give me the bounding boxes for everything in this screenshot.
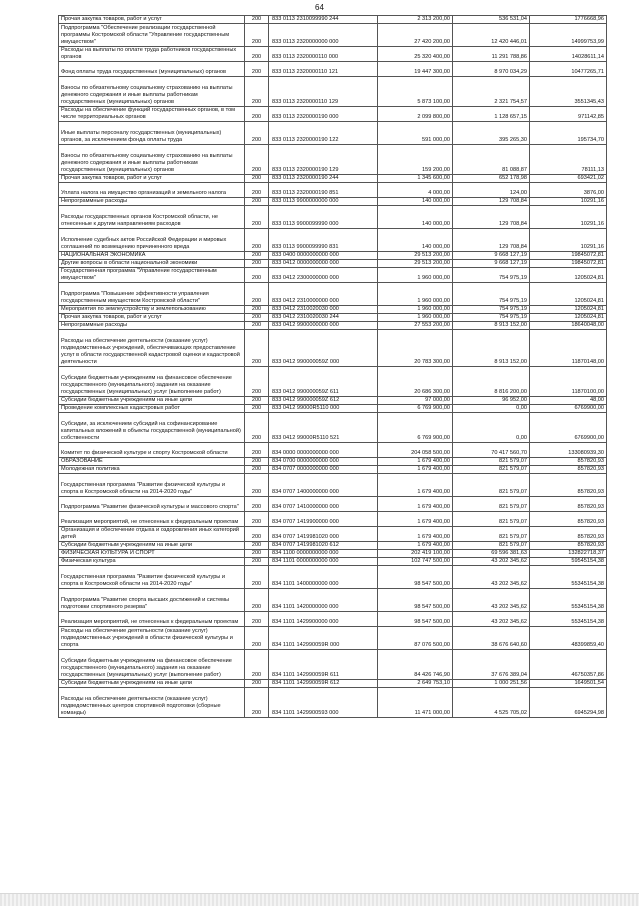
budget-classification-code-cell: 833 0113 9900099990 000 — [269, 206, 378, 229]
approved-amount-cell: 1 679 400,00 — [378, 466, 453, 474]
executed-amount-cell: 2 321 754,57 — [453, 77, 530, 107]
approved-amount-cell: 97 000,00 — [378, 397, 453, 405]
table-row — [59, 589, 607, 612]
line-code-cell: 200 — [245, 268, 269, 283]
unexecuted-amount-cell: 133080939,30 — [530, 443, 607, 458]
unexecuted-amount-cell: 1205024,81 — [530, 268, 607, 283]
approved-amount-cell: 6 769 900,00 — [378, 405, 453, 413]
table-row — [59, 252, 607, 260]
executed-amount-cell: 821 579,07 — [453, 458, 530, 466]
budget-classification-code-cell: 833 0412 990000059Z 000 — [269, 330, 378, 367]
line-code-cell: 200 — [245, 314, 269, 322]
table-row — [59, 322, 607, 330]
expense-name-cell: Субсидии бюджетным учреждениям на иные цели — [59, 680, 245, 688]
executed-amount-cell: 12 420 446,01 — [453, 24, 530, 47]
table-row — [59, 512, 607, 527]
unexecuted-amount-cell: 857820,93 — [530, 512, 607, 527]
line-code-cell: 200 — [245, 443, 269, 458]
table-row — [59, 206, 607, 229]
table-row — [59, 612, 607, 627]
expense-name-cell: Расходы на выплаты по оплате труда работников государственных органов — [59, 47, 245, 62]
budget-classification-code-cell: 833 0412 2310020030 000 — [269, 306, 378, 314]
executed-amount-cell: 81 088,87 — [453, 145, 530, 175]
budget-report-sheet — [58, 15, 606, 718]
expense-name-cell: Уплата налога на имущество организаций и земельного налога — [59, 183, 245, 198]
executed-amount-cell: 1 128 657,15 — [453, 107, 530, 122]
unexecuted-amount-cell: 3551345,43 — [530, 77, 607, 107]
table-row — [59, 62, 607, 77]
budget-classification-code-cell: 834 0000 0000000000 000 — [269, 443, 378, 458]
approved-amount-cell: 5 873 100,00 — [378, 77, 453, 107]
line-code-cell: 200 — [245, 206, 269, 229]
executed-amount-cell: 754 975,19 — [453, 314, 530, 322]
expense-name-cell: Государственная программа "Развитие физической культуры и спорта в Костромской области на 2014-2020 годы" — [59, 474, 245, 497]
budget-classification-code-cell: 833 0113 2320000110 000 — [269, 47, 378, 62]
approved-amount-cell: 98 547 500,00 — [378, 566, 453, 589]
expense-name-cell: Субсидии бюджетным учреждениям на финансовое обеспечение государственного (муниципального) задания на оказание государственных (муниципальных) услуг (выполнение работ) — [59, 650, 245, 680]
line-code-cell: 200 — [245, 24, 269, 47]
unexecuted-amount-cell: 10477265,71 — [530, 62, 607, 77]
executed-amount-cell: 821 579,07 — [453, 542, 530, 550]
budget-classification-code-cell: 834 1101 142990059R 611 — [269, 650, 378, 680]
executed-amount-cell: 754 975,19 — [453, 306, 530, 314]
unexecuted-amount-cell: 857820,93 — [530, 466, 607, 474]
table-row — [59, 680, 607, 688]
table-row — [59, 16, 607, 24]
budget-classification-code-cell: 833 0412 99000R5110 521 — [269, 413, 378, 443]
budget-classification-code-cell: 834 1101 142990059R 612 — [269, 680, 378, 688]
budget-classification-code-cell: 834 1101 1429900593 000 — [269, 688, 378, 718]
executed-amount-cell: 8 913 152,00 — [453, 330, 530, 367]
executed-amount-cell: 8 913 152,00 — [453, 322, 530, 330]
expense-name-cell: Мероприятия по землеустройству и землепользованию — [59, 306, 245, 314]
table-row — [59, 443, 607, 458]
table-row — [59, 107, 607, 122]
budget-classification-code-cell: 833 0113 9900000000 000 — [269, 198, 378, 206]
unexecuted-amount-cell: 1205024,81 — [530, 283, 607, 306]
approved-amount-cell: 140 000,00 — [378, 229, 453, 252]
expense-name-cell: Комитет по физической культуре и спорту Костромской области — [59, 443, 245, 458]
table-row — [59, 47, 607, 62]
unexecuted-amount-cell: 14999753,99 — [530, 24, 607, 47]
executed-amount-cell: 821 579,07 — [453, 474, 530, 497]
approved-amount-cell: 591 000,00 — [378, 122, 453, 145]
approved-amount-cell: 6 769 900,00 — [378, 413, 453, 443]
budget-classification-code-cell: 833 0412 990000059Z 612 — [269, 397, 378, 405]
budget-classification-code-cell: 834 1101 1429900000 000 — [269, 612, 378, 627]
expense-name-cell: Субсидии бюджетным учреждениям на иные цели — [59, 542, 245, 550]
unexecuted-amount-cell: 14028611,14 — [530, 47, 607, 62]
expense-name-cell: Государственная программа "Развитие физической культуры и спорта в Костромской области на 2014-2020 годы" — [59, 566, 245, 589]
table-row — [59, 566, 607, 589]
expense-name-cell: Прочая закупка товаров, работ и услуг — [59, 314, 245, 322]
line-code-cell: 200 — [245, 367, 269, 397]
table-row — [59, 497, 607, 512]
budget-classification-code-cell: 833 0412 9900000000 000 — [269, 322, 378, 330]
approved-amount-cell: 1 960 000,00 — [378, 268, 453, 283]
expense-name-cell: ОБРАЗОВАНИЕ — [59, 458, 245, 466]
unexecuted-amount-cell: 195734,70 — [530, 122, 607, 145]
approved-amount-cell: 1 679 400,00 — [378, 542, 453, 550]
approved-amount-cell: 159 200,00 — [378, 145, 453, 175]
approved-amount-cell: 1 679 400,00 — [378, 497, 453, 512]
executed-amount-cell: 754 975,19 — [453, 283, 530, 306]
table-row — [59, 198, 607, 206]
executed-amount-cell: 70 417 560,70 — [453, 443, 530, 458]
expense-name-cell: Расходы на обеспечение деятельности (оказание услуг) подведомственных учреждений в области физической культуры и спорта — [59, 627, 245, 650]
line-code-cell: 200 — [245, 650, 269, 680]
expense-name-cell: Расходы на обеспечение деятельности (оказание услуг) подведомственных учреждений, обеспечивающих предоставление услуг в области государственной кадастровой оценки и кадастровой деятельности — [59, 330, 245, 367]
table-row — [59, 122, 607, 145]
table-row — [59, 550, 607, 558]
table-row — [59, 260, 607, 268]
line-code-cell: 200 — [245, 550, 269, 558]
executed-amount-cell: 1 000 251,56 — [453, 680, 530, 688]
table-row — [59, 405, 607, 413]
budget-classification-code-cell: 833 0113 2320000190 129 — [269, 145, 378, 175]
budget-classification-code-cell: 834 1101 1400000000 000 — [269, 566, 378, 589]
expense-name-cell: Организация и обеспечение отдыха и оздоровления иных категорий детей — [59, 527, 245, 542]
approved-amount-cell: 140 000,00 — [378, 206, 453, 229]
expense-name-cell: Взносы по обязательному социальному страхованию на выплаты денежного содержания и иные выплаты работникам государственных (муниципальных) органов — [59, 145, 245, 175]
table-row — [59, 397, 607, 405]
executed-amount-cell: 395 265,30 — [453, 122, 530, 145]
unexecuted-amount-cell: 1776668,96 — [530, 16, 607, 24]
line-code-cell: 200 — [245, 198, 269, 206]
line-code-cell: 200 — [245, 16, 269, 24]
executed-amount-cell: 129 708,84 — [453, 229, 530, 252]
expense-name-cell: Субсидии, за исключением субсидий на софинансирование капитальных вложений в объекты государственной (муниципальной) собственности — [59, 413, 245, 443]
expense-name-cell: Взносы по обязательному социальному страхованию на выплаты денежного содержания и иные выплаты работникам государственных (муниципальных) органов — [59, 77, 245, 107]
executed-amount-cell: 821 579,07 — [453, 512, 530, 527]
budget-classification-code-cell: 833 0113 2320000190 244 — [269, 175, 378, 183]
table-row — [59, 558, 607, 566]
table-row — [59, 627, 607, 650]
approved-amount-cell: 11 471 000,00 — [378, 688, 453, 718]
unexecuted-amount-cell: 10291,16 — [530, 198, 607, 206]
budget-classification-code-cell: 834 0707 1419981020 000 — [269, 527, 378, 542]
unexecuted-amount-cell: 693421,02 — [530, 175, 607, 183]
budget-classification-code-cell: 833 0113 2320000110 129 — [269, 77, 378, 107]
scan-edge-band — [0, 893, 639, 906]
unexecuted-amount-cell: 48,00 — [530, 397, 607, 405]
approved-amount-cell: 1 679 400,00 — [378, 458, 453, 466]
unexecuted-amount-cell: 1649501,54 — [530, 680, 607, 688]
approved-amount-cell: 98 547 500,00 — [378, 612, 453, 627]
unexecuted-amount-cell: 10291,16 — [530, 206, 607, 229]
budget-classification-code-cell: 834 1101 142990059R 000 — [269, 627, 378, 650]
unexecuted-amount-cell: 6769900,00 — [530, 413, 607, 443]
budget-classification-code-cell: 833 0412 990000059Z 611 — [269, 367, 378, 397]
approved-amount-cell: 87 076 500,00 — [378, 627, 453, 650]
budget-classification-code-cell: 833 0412 2300000000 000 — [269, 268, 378, 283]
line-code-cell: 200 — [245, 122, 269, 145]
approved-amount-cell: 1 679 400,00 — [378, 474, 453, 497]
unexecuted-amount-cell: 48399859,40 — [530, 627, 607, 650]
unexecuted-amount-cell: 55345154,38 — [530, 589, 607, 612]
approved-amount-cell: 1 679 400,00 — [378, 512, 453, 527]
executed-amount-cell: 4 525 705,02 — [453, 688, 530, 718]
executed-amount-cell: 43 202 345,62 — [453, 566, 530, 589]
table-row — [59, 175, 607, 183]
unexecuted-amount-cell: 3876,00 — [530, 183, 607, 198]
budget-classification-code-cell: 834 0707 1419981020 612 — [269, 542, 378, 550]
line-code-cell: 200 — [245, 260, 269, 268]
unexecuted-amount-cell: 857820,93 — [530, 474, 607, 497]
unexecuted-amount-cell: 857820,93 — [530, 527, 607, 542]
unexecuted-amount-cell: 857820,93 — [530, 458, 607, 466]
expense-name-cell: Расходы государственных органов Костромской области, не отнесенные к другим направлениям расходов — [59, 206, 245, 229]
approved-amount-cell: 202 419 100,00 — [378, 550, 453, 558]
executed-amount-cell: 8 816 200,00 — [453, 367, 530, 397]
table-row — [59, 367, 607, 397]
executed-amount-cell: 43 202 345,62 — [453, 612, 530, 627]
approved-amount-cell: 102 747 500,00 — [378, 558, 453, 566]
unexecuted-amount-cell: 6945294,98 — [530, 688, 607, 718]
unexecuted-amount-cell: 11870148,00 — [530, 330, 607, 367]
executed-amount-cell: 754 975,19 — [453, 268, 530, 283]
budget-classification-code-cell: 834 0707 1400000000 000 — [269, 474, 378, 497]
budget-classification-code-cell: 834 0707 1419900000 000 — [269, 512, 378, 527]
line-code-cell: 200 — [245, 62, 269, 77]
line-code-cell: 200 — [245, 306, 269, 314]
executed-amount-cell: 38 676 640,60 — [453, 627, 530, 650]
expense-name-cell: Реализация мероприятий, не отнесенных к федеральным проектам — [59, 612, 245, 627]
unexecuted-amount-cell: 10291,16 — [530, 229, 607, 252]
executed-amount-cell: 9 668 127,19 — [453, 252, 530, 260]
line-code-cell: 200 — [245, 566, 269, 589]
budget-execution-table — [58, 15, 607, 718]
page-number: 64 — [315, 3, 324, 12]
budget-classification-code-cell: 834 0700 0000000000 000 — [269, 458, 378, 466]
table-row — [59, 314, 607, 322]
unexecuted-amount-cell: 19845072,81 — [530, 260, 607, 268]
line-code-cell: 200 — [245, 688, 269, 718]
line-code-cell: 200 — [245, 466, 269, 474]
table-row — [59, 268, 607, 283]
budget-classification-code-cell: 834 1100 0000000000 000 — [269, 550, 378, 558]
approved-amount-cell: 1 345 600,00 — [378, 175, 453, 183]
approved-amount-cell: 1 960 000,00 — [378, 314, 453, 322]
executed-amount-cell: 0,00 — [453, 405, 530, 413]
line-code-cell: 200 — [245, 497, 269, 512]
table-row — [59, 688, 607, 718]
executed-amount-cell: 96 952,00 — [453, 397, 530, 405]
line-code-cell: 200 — [245, 527, 269, 542]
unexecuted-amount-cell: 1205024,81 — [530, 314, 607, 322]
budget-classification-code-cell: 833 0113 2310099990 244 — [269, 16, 378, 24]
line-code-cell: 200 — [245, 145, 269, 175]
line-code-cell: 200 — [245, 397, 269, 405]
table-row — [59, 306, 607, 314]
budget-classification-code-cell: 833 0113 2320000190 851 — [269, 183, 378, 198]
line-code-cell: 200 — [245, 542, 269, 550]
table-row — [59, 229, 607, 252]
line-code-cell: 200 — [245, 107, 269, 122]
table-row — [59, 330, 607, 367]
approved-amount-cell: 20 686 300,00 — [378, 367, 453, 397]
unexecuted-amount-cell: 971142,85 — [530, 107, 607, 122]
expense-name-cell: Физическая культура — [59, 558, 245, 566]
table-row — [59, 527, 607, 542]
executed-amount-cell: 11 291 788,86 — [453, 47, 530, 62]
approved-amount-cell: 1 960 000,00 — [378, 306, 453, 314]
line-code-cell: 200 — [245, 612, 269, 627]
expense-name-cell: Субсидии бюджетным учреждениям на финансовое обеспечение государственного (муниципального) задания на оказание государственных (муниципальных) услуг (выполнение работ) — [59, 367, 245, 397]
approved-amount-cell: 19 447 300,00 — [378, 62, 453, 77]
table-row — [59, 145, 607, 175]
budget-classification-code-cell: 833 0400 0000000000 000 — [269, 252, 378, 260]
expense-name-cell: Государственная программа "Управление государственным имуществом" — [59, 268, 245, 283]
table-row — [59, 474, 607, 497]
line-code-cell: 200 — [245, 474, 269, 497]
approved-amount-cell: 84 426 746,90 — [378, 650, 453, 680]
executed-amount-cell: 821 579,07 — [453, 527, 530, 542]
unexecuted-amount-cell: 6769900,00 — [530, 405, 607, 413]
unexecuted-amount-cell: 132822718,37 — [530, 550, 607, 558]
executed-amount-cell: 69 596 381,63 — [453, 550, 530, 558]
table-row — [59, 183, 607, 198]
approved-amount-cell: 2 649 753,10 — [378, 680, 453, 688]
budget-classification-code-cell: 833 0412 99000R5110 000 — [269, 405, 378, 413]
approved-amount-cell: 4 000,00 — [378, 183, 453, 198]
unexecuted-amount-cell: 1205024,81 — [530, 306, 607, 314]
approved-amount-cell: 98 547 500,00 — [378, 589, 453, 612]
approved-amount-cell: 27 420 200,00 — [378, 24, 453, 47]
executed-amount-cell: 0,00 — [453, 413, 530, 443]
executed-amount-cell: 8 970 034,29 — [453, 62, 530, 77]
budget-classification-code-cell: 833 0113 2320000190 122 — [269, 122, 378, 145]
line-code-cell: 200 — [245, 47, 269, 62]
expense-name-cell: Подпрограмма "Развитие спорта высших достижений и системы подготовки спортивного резерва" — [59, 589, 245, 612]
table-row — [59, 24, 607, 47]
executed-amount-cell: 124,00 — [453, 183, 530, 198]
expense-name-cell: Реализация мероприятий, не отнесенных к федеральным проектам — [59, 512, 245, 527]
approved-amount-cell: 2 099 800,00 — [378, 107, 453, 122]
table-row — [59, 650, 607, 680]
line-code-cell: 200 — [245, 252, 269, 260]
unexecuted-amount-cell: 46750357,86 — [530, 650, 607, 680]
table-row — [59, 542, 607, 550]
executed-amount-cell: 129 708,84 — [453, 198, 530, 206]
executed-amount-cell: 652 178,98 — [453, 175, 530, 183]
expense-name-cell: Расходы на обеспечение функций государственных органов, в том числе территориальных органов — [59, 107, 245, 122]
table-body — [59, 16, 607, 718]
approved-amount-cell: 204 058 500,00 — [378, 443, 453, 458]
line-code-cell: 200 — [245, 413, 269, 443]
unexecuted-amount-cell: 857820,93 — [530, 542, 607, 550]
expense-name-cell: Подпрограмма "Повышение эффективности управления государственным имуществом Костромской области" — [59, 283, 245, 306]
approved-amount-cell: 27 553 200,00 — [378, 322, 453, 330]
budget-classification-code-cell: 833 0113 2320000190 000 — [269, 107, 378, 122]
unexecuted-amount-cell: 857820,93 — [530, 497, 607, 512]
approved-amount-cell: 1 679 400,00 — [378, 527, 453, 542]
line-code-cell: 200 — [245, 229, 269, 252]
approved-amount-cell: 1 960 000,00 — [378, 283, 453, 306]
approved-amount-cell: 25 320 400,00 — [378, 47, 453, 62]
line-code-cell: 200 — [245, 589, 269, 612]
expense-name-cell: Непрограммные расходы — [59, 322, 245, 330]
expense-name-cell: Молодежная политика — [59, 466, 245, 474]
unexecuted-amount-cell: 11870100,00 — [530, 367, 607, 397]
table-row — [59, 458, 607, 466]
expense-name-cell: Субсидии бюджетным учреждениям на иные цели — [59, 397, 245, 405]
line-code-cell: 200 — [245, 458, 269, 466]
expense-name-cell: Иные выплаты персоналу государственных (муниципальных) органов, за исключением фонда оплаты труда — [59, 122, 245, 145]
table-row — [59, 466, 607, 474]
line-code-cell: 200 — [245, 330, 269, 367]
line-code-cell: 200 — [245, 322, 269, 330]
expense-name-cell: НАЦИОНАЛЬНАЯ ЭКОНОМИКА — [59, 252, 245, 260]
line-code-cell: 200 — [245, 175, 269, 183]
approved-amount-cell: 20 783 300,00 — [378, 330, 453, 367]
budget-classification-code-cell: 834 1101 0000000000 000 — [269, 558, 378, 566]
table-row — [59, 413, 607, 443]
expense-name-cell: Подпрограмма "Обеспечение реализации государственной программы Костромской области "Управление государственным имуществом" — [59, 24, 245, 47]
budget-classification-code-cell: 833 0113 2320000000 000 — [269, 24, 378, 47]
budget-classification-code-cell: 833 0412 2310020030 244 — [269, 314, 378, 322]
line-code-cell: 200 — [245, 183, 269, 198]
executed-amount-cell: 37 676 389,04 — [453, 650, 530, 680]
expense-name-cell: Другие вопросы в области национальной экономики — [59, 260, 245, 268]
expense-name-cell: Прочая закупка товаров, работ и услуг — [59, 16, 245, 24]
executed-amount-cell: 536 531,04 — [453, 16, 530, 24]
executed-amount-cell: 821 579,07 — [453, 497, 530, 512]
executed-amount-cell: 129 708,84 — [453, 206, 530, 229]
expense-name-cell: Проведение комплексных кадастровых работ — [59, 405, 245, 413]
budget-classification-code-cell: 834 1101 1420000000 000 — [269, 589, 378, 612]
expense-name-cell: ФИЗИЧЕСКАЯ КУЛЬТУРА И СПОРТ — [59, 550, 245, 558]
unexecuted-amount-cell: 18640048,00 — [530, 322, 607, 330]
unexecuted-amount-cell: 19845072,81 — [530, 252, 607, 260]
line-code-cell: 200 — [245, 627, 269, 650]
expense-name-cell: Непрограммные расходы — [59, 198, 245, 206]
line-code-cell: 200 — [245, 405, 269, 413]
approved-amount-cell: 140 000,00 — [378, 198, 453, 206]
budget-classification-code-cell: 833 0412 0000000000 000 — [269, 260, 378, 268]
budget-classification-code-cell: 833 0412 2310000000 000 — [269, 283, 378, 306]
approved-amount-cell: 2 313 200,00 — [378, 16, 453, 24]
line-code-cell: 200 — [245, 512, 269, 527]
approved-amount-cell: 29 513 200,00 — [378, 252, 453, 260]
unexecuted-amount-cell: 78111,13 — [530, 145, 607, 175]
unexecuted-amount-cell: 59545154,38 — [530, 558, 607, 566]
expense-name-cell: Подпрограмма "Развитие физической культуры и массового спорта" — [59, 497, 245, 512]
line-code-cell: 200 — [245, 77, 269, 107]
table-row — [59, 283, 607, 306]
unexecuted-amount-cell: 55345154,38 — [530, 566, 607, 589]
budget-classification-code-cell: 834 0707 1410000000 000 — [269, 497, 378, 512]
approved-amount-cell: 29 513 200,00 — [378, 260, 453, 268]
table-row — [59, 77, 607, 107]
executed-amount-cell: 43 202 345,62 — [453, 558, 530, 566]
line-code-cell: 200 — [245, 558, 269, 566]
line-code-cell: 200 — [245, 283, 269, 306]
executed-amount-cell: 821 579,07 — [453, 466, 530, 474]
executed-amount-cell: 43 202 345,62 — [453, 589, 530, 612]
line-code-cell: 200 — [245, 680, 269, 688]
budget-classification-code-cell: 833 0113 9900099990 831 — [269, 229, 378, 252]
expense-name-cell: Исполнение судебных актов Российской Федерации и мировых соглашений по возмещению причиненного вреда — [59, 229, 245, 252]
budget-classification-code-cell: 834 0707 0000000000 000 — [269, 466, 378, 474]
executed-amount-cell: 9 668 127,19 — [453, 260, 530, 268]
expense-name-cell: Расходы на обеспечение деятельности (оказание услуг) подведомственных центров спортивной подготовки (сборные команды) — [59, 688, 245, 718]
expense-name-cell: Прочая закупка товаров, работ и услуг — [59, 175, 245, 183]
unexecuted-amount-cell: 55345154,38 — [530, 612, 607, 627]
budget-classification-code-cell: 833 0113 2320000110 121 — [269, 62, 378, 77]
expense-name-cell: Фонд оплаты труда государственных (муниципальных) органов — [59, 62, 245, 77]
